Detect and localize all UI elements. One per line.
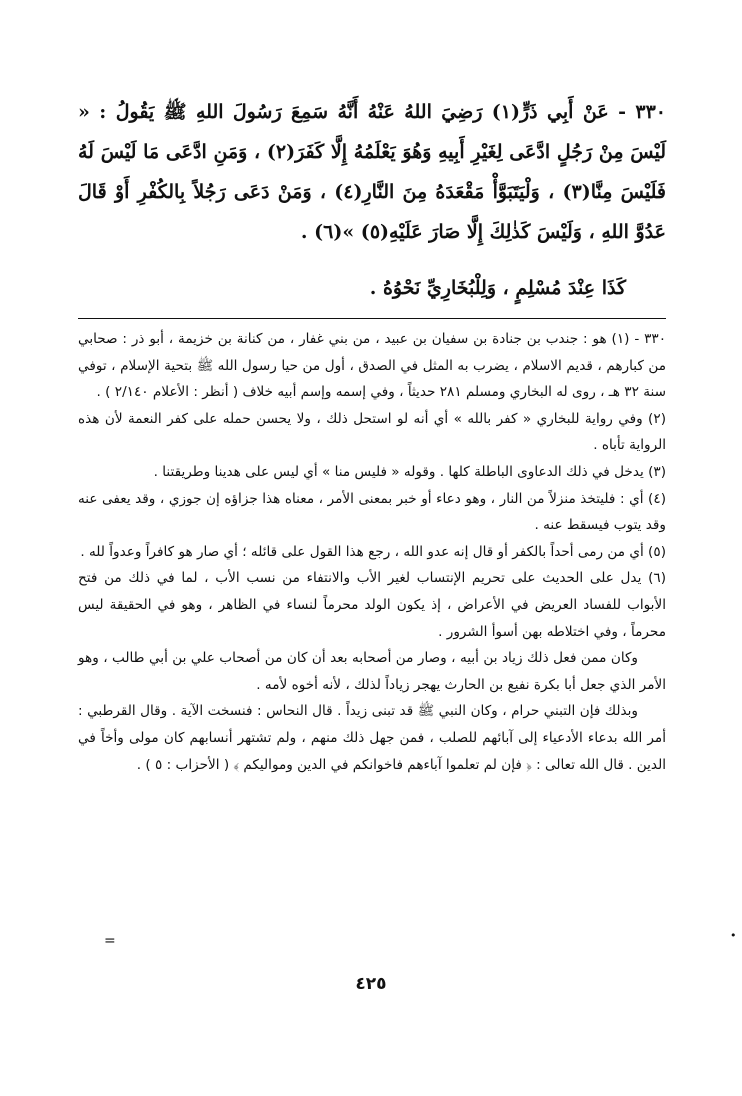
footnote-2: (٢) وفي رواية للبخاري « كفر بالله » أي أنه لو استحل ذلك ، ولا يحسن حمله على كفر النعمة لأن هذه الرواية تأباه . xyxy=(78,410,666,454)
footnote-1: ٣٣٠ - (١) هو : جندب بن جنادة بن سفيان بن عبيد ، من بني غفار ، من كنانة بن خزيمة ، أبو ذر : صحابي من كبارهم ، قديم الاسلام ، يضرب به المثل في الصدق ، أول من حيا رسول الله ﷺ بتحية الإسلام ، توفي سنة ٣٢ هـ ، روى له البخاري ومسلم ٢٨١ حديثاً ، وفي إسمه وإسم أبيه خلاف ( أنظر : الأعلام ٢/١٤٠ ) . xyxy=(78,331,666,401)
footnote-4: (٤) أي : فليتخذ منزلاً من النار ، وهو دعاء أو خبر بمعنى الأمر ، معناه هذا جزاؤه إن جوزي ، وقد يعفى عنه وقد يتوب فيسقط عنه . xyxy=(78,490,666,534)
footnote-separator xyxy=(78,318,666,319)
footnote-3: (٣) يدخل في ذلك الدعاوى الباطلة كلها . وقوله « فليس منا » أي ليس على هدينا وطريقتنا . xyxy=(153,463,666,480)
margin-mark-left: = xyxy=(104,933,116,949)
hadith-text-block xyxy=(78,92,666,252)
page-number: ٤٢٥ xyxy=(355,974,387,994)
hadith-text: ٣٣٠ - عَنْ أَبِي ذَرٍّ(١) رَضِيَ اللهُ عَنْهُ أَنَّهُ سَمِعَ رَسُولَ اللهِ ﷺ يَقُولُ : « لَيْسَ مِنْ رَجُلٍ ادَّعَى لِغَيْرِ أَبِيهِ وَهُوَ يَعْلَمُهُ إِلَّا كَفَرَ(٢) ، وَمَنِ ادَّعَى مَا لَيْسَ لَهُ فَلَيْسَ مِنَّا(٣) ، وَلْيَتَبَوَّأْ مَقْعَدَهُ مِنَ النَّارِ(٤) ، وَمَنْ دَعَى رَجُلاً بِالكُفْرِ أَوْ قَالَ عَدُوَّ اللهِ ، وَلَيْسَ كَذٰلِكَ إِلَّا صَارَ عَلَيْهِ(٥) »(٦) . xyxy=(78,101,667,243)
hadith-source-line: كَذَا عِنْدَ مُسْلِمٍ ، وَلِلْبُخَارِيِّ نَحْوُهُ . xyxy=(369,277,626,299)
footnote-6-continuation-1: وكان ممن فعل ذلك زياد بن أبيه ، وصار من أصحابه بعد أن كان من أصحاب علي بن أبي طالب ، وهو الأمر الذي جعل أبا بكرة نفيع بن الحارث يهجر زياداً لذلك ، لأنه أخوه لأمه . xyxy=(78,650,666,693)
footnote-6: (٦) يدل على الحديث على تحريم الإنتساب لغير الأب والانتفاء من نسب الأب ، لما في ذلك من فتح الأبواب للفساد العريض في الأعراض ، إذ يكون الولد محرماً لنساء في الظاهر ، وهو في الحقيقة ليس محرماً ، وفي اختلاطه بهن أسوأ الشرور . xyxy=(78,570,666,640)
margin-mark-right: • xyxy=(730,929,737,942)
footnote-5: (٥) أي من رمى أحداً بالكفر أو قال إنه عدو الله ، رجع هذا القول على قائله ؛ أي صار هو كافراً وعدواً لله . xyxy=(80,543,666,560)
footnotes-block xyxy=(78,326,666,778)
footnote-6-continuation-2: وبذلك فإن التبني حرام ، وكان النبي ﷺ قد تبنى زيداً . قال النحاس : فنسخت الآية . وقال القرطبي : أمر الله بدعاء الأدعياء إلى آبائهم للصلب ، فمن جهل ذلك منهم ، ولم تشتهر أنسابهم كان مولى وأخاً في الدين . قال الله تعالى : ﴿ فإن لم تعلموا آباءهم فاخوانكم في الدين ومواليكم ﴾ ( الأحزاب : ٥ ) . xyxy=(78,703,666,773)
